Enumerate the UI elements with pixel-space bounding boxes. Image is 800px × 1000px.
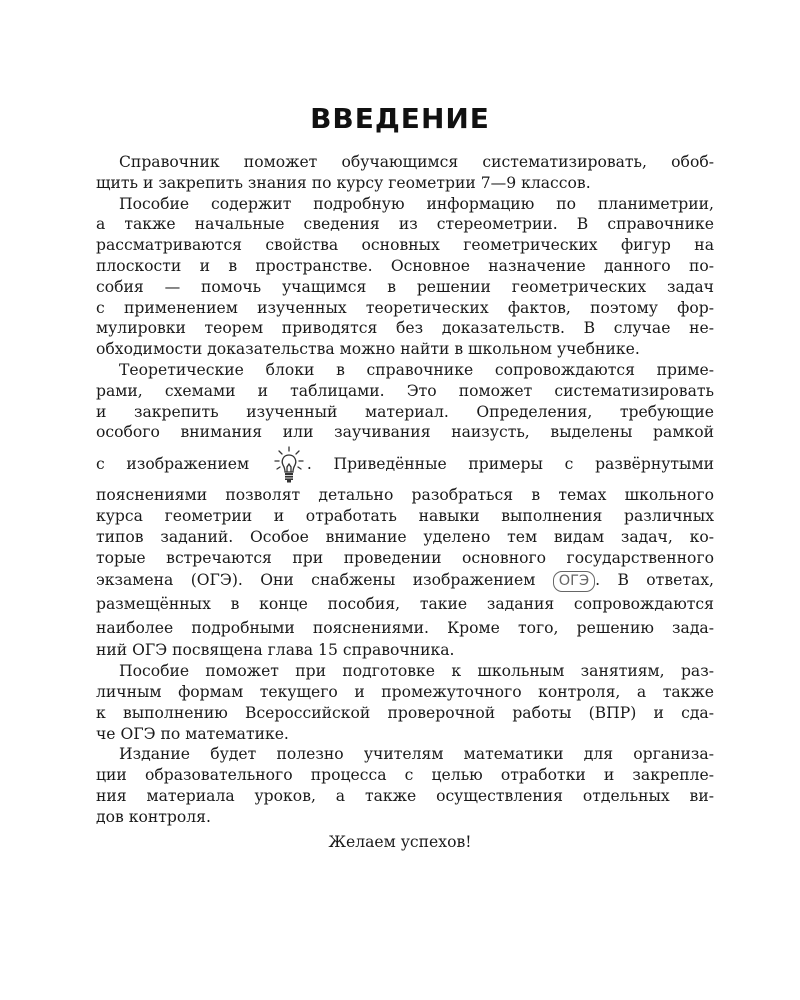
bulb-line-after: . Приведённые примеры с развёрнутыми bbox=[306, 455, 714, 474]
lightbulb-icon bbox=[272, 445, 306, 485]
text-line: Издание будет полезно учителям математики для организа- bbox=[119, 745, 714, 764]
bulb-line-before: с изображением bbox=[96, 455, 250, 474]
text-line: собия — помочь учащимся в решении геометрических задач bbox=[96, 277, 714, 296]
text-line-with-badge bbox=[96, 568, 714, 592]
text-line: размещённых в конце пособия, такие задания сопровождаются bbox=[96, 595, 714, 614]
text-line: плоскости и в пространстве. Основное назначение данного по- bbox=[96, 256, 714, 275]
text-line: торые встречаются при проведении основного государственного bbox=[96, 548, 714, 567]
oge-line-before: экзамена (ОГЭ). Они снабжены изображением bbox=[96, 571, 536, 590]
text-line: с применением изученных теоретических фактов, поэтому фор- bbox=[96, 298, 714, 317]
text-line: рами, схемами и таблицами. Это поможет систематизировать bbox=[96, 381, 714, 400]
oge-badge: ОГЭ bbox=[553, 571, 595, 592]
text-line: Пособие содержит подробную информацию по планиметрии, bbox=[119, 194, 714, 213]
text-line: Пособие поможет при подготовке к школьным занятиям, раз- bbox=[119, 662, 714, 681]
text-line: наиболее подробными пояснениями. Кроме того, решению зада- bbox=[96, 619, 714, 638]
text-line: типов заданий. Особое внимание уделено тем видам задач, ко- bbox=[96, 527, 714, 546]
text-line: ний ОГЭ посвящена глава 15 справочника. bbox=[96, 641, 455, 660]
text-line: мулировки теорем приводятся без доказательств. В случае не- bbox=[96, 319, 714, 338]
text-line: к выполнению Всероссийской проверочной работы (ВПР) и сда- bbox=[96, 703, 714, 722]
text-line: пояснениями позволят детально разобраться в темах школьного bbox=[96, 486, 714, 505]
page-title: ВВЕДЕНИЕ bbox=[310, 102, 490, 135]
text-line: ния материала уроков, а также осуществления отдельных ви- bbox=[96, 786, 714, 805]
text-line: курса геометрии и отработать навыки выполнения различных bbox=[96, 506, 714, 525]
text-line: Справочник поможет обучающимся систематизировать, обоб- bbox=[119, 153, 714, 171]
introduction-text bbox=[96, 152, 714, 828]
text-line: личным формам текущего и промежуточного контроля, а также bbox=[96, 682, 714, 701]
text-line: щить и закрепить знания по курсу геометрии 7—9 классов. bbox=[96, 173, 591, 192]
text-line: дов контроля. bbox=[96, 807, 211, 826]
text-line: а также начальные сведения из стереометрии. В справочнике bbox=[96, 215, 714, 234]
text-line-with-bulb bbox=[96, 443, 714, 485]
text-line: и закрепить изученный материал. Определения, требующие bbox=[96, 402, 714, 421]
text-line: Теоретические блоки в справочнике сопровождаются приме- bbox=[119, 360, 714, 379]
oge-line-after: . В ответах, bbox=[595, 571, 714, 590]
text-line: особого внимания или заучивания наизусть, выделены рамкой bbox=[96, 423, 714, 442]
text-line: рассматриваются свойства основных геометрических фигур на bbox=[96, 236, 714, 255]
text-line: че ОГЭ по математике. bbox=[96, 724, 289, 743]
text-line: обходимости доказательства можно найти в школьном учебнике. bbox=[96, 340, 640, 359]
closing-wish: Желаем успехов! bbox=[328, 833, 472, 851]
text-line: ции образовательного процесса с целью отработки и закрепле- bbox=[96, 766, 714, 785]
